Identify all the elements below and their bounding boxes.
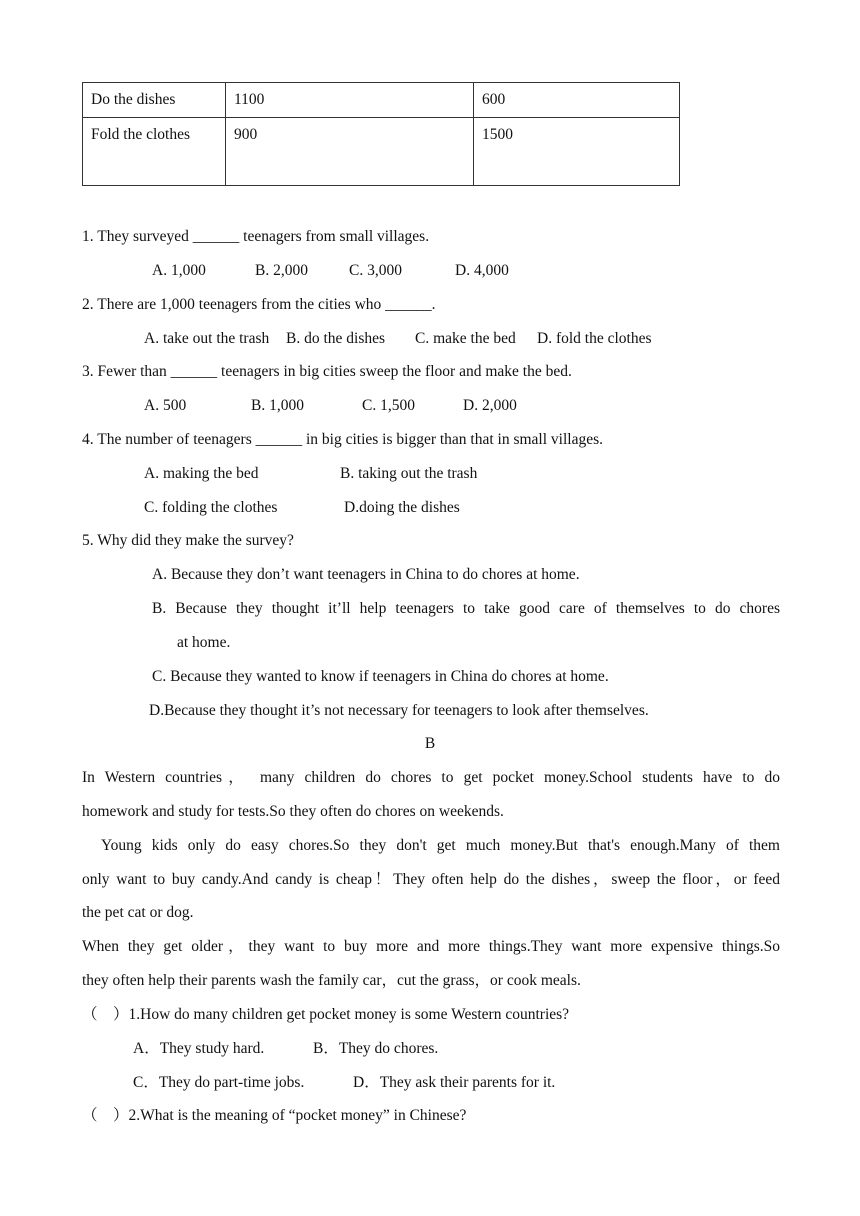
option: C. 1,500 [362,397,415,414]
table-cell: Fold the clothes [83,118,226,186]
question-4-options-row-1 [144,464,477,484]
table-cell: Do the dishes [83,83,226,118]
option: C. Because they wanted to know if teenagers in China do chores at home. [152,668,609,685]
passage-line: When they get older，they want to buy more and more things.They want more expensive things.So [82,938,780,955]
passage-line: the pet cat or dog. [82,904,194,921]
option: D. 2,000 [463,397,517,414]
section-heading: B [424,735,436,752]
question-5-stem: 5. Why did they make the survey? [82,532,294,549]
question-b1-options-row-1 [133,1039,438,1059]
question-3-stem: 3. Fewer than ______ teenagers in big cities sweep the floor and make the bed. [82,363,572,380]
question-2-stem: 2. There are 1,000 teenagers from the cities who ______. [82,296,436,313]
option: C．They do part-time jobs. [133,1074,305,1091]
option: D．They ask their parents for it. [353,1074,556,1091]
question-4-stem: 4. The number of teenagers ______ in big cities is bigger than that in small villages. [82,431,604,448]
option: B. Because they thought it’ll help teenagers to take good care of themselves to do chores [152,600,780,617]
passage-line: homework and study for tests.So they often do chores on weekends. [82,803,504,820]
passage-line: only want to buy candy.And candy is cheap！They often help do the dishes，sweep the floor，or feed [82,871,780,888]
question-1-options [152,261,509,281]
passage-line: they often help their parents wash the family car，cut the grass，or cook meals. [82,972,581,989]
passage-line: Young kids only do easy chores.So they don't get much money.But that's enough.Many of them [101,837,780,854]
table-cell: 1100 [226,83,474,118]
question-1-stem: 1. They surveyed ______ teenagers from small villages. [82,228,430,245]
table-cell: 600 [474,83,680,118]
option: A．They study hard. [133,1040,265,1057]
option: B. 2,000 [255,262,308,279]
option: A. take out the trash [144,330,270,347]
option: A. Because they don’t want teenagers in China to do chores at home. [152,566,580,583]
survey-table [82,82,680,186]
option: C. make the bed [415,330,516,347]
option: C. folding the clothes [144,499,278,516]
option-continued: at home. [177,634,231,651]
table-cell: 900 [226,118,474,186]
option: D. fold the clothes [537,330,652,347]
option: B. 1,000 [251,397,304,414]
option: D.Because they thought it’s not necessary for teenagers to look after themselves. [149,702,649,719]
option: B. taking out the trash [340,465,478,482]
option: B．They do chores. [313,1040,439,1057]
passage-line: In Western countries， many children do chores to get pocket money.School students have to do [82,769,780,786]
question-3-options [144,396,517,416]
question-4-options-row-2 [144,498,460,518]
option: C. 3,000 [349,262,402,279]
option: A. making the bed [144,465,259,482]
table-cell: 1500 [474,118,680,186]
question-2-options [144,329,652,349]
option: D. 4,000 [455,262,509,279]
table-row [83,83,680,118]
option: D.doing the dishes [344,499,460,516]
option: A. 500 [144,397,187,414]
question-b2-stem: （ ）2.What is the meaning of “pocket money” in Chinese? [82,1107,467,1124]
question-b1-stem: （ ）1.How do many children get pocket money is some Western countries? [82,1006,570,1023]
table-row [83,118,680,186]
option: B. do the dishes [286,330,386,347]
option: A. 1,000 [152,262,206,279]
question-b1-options-row-2 [133,1073,555,1093]
